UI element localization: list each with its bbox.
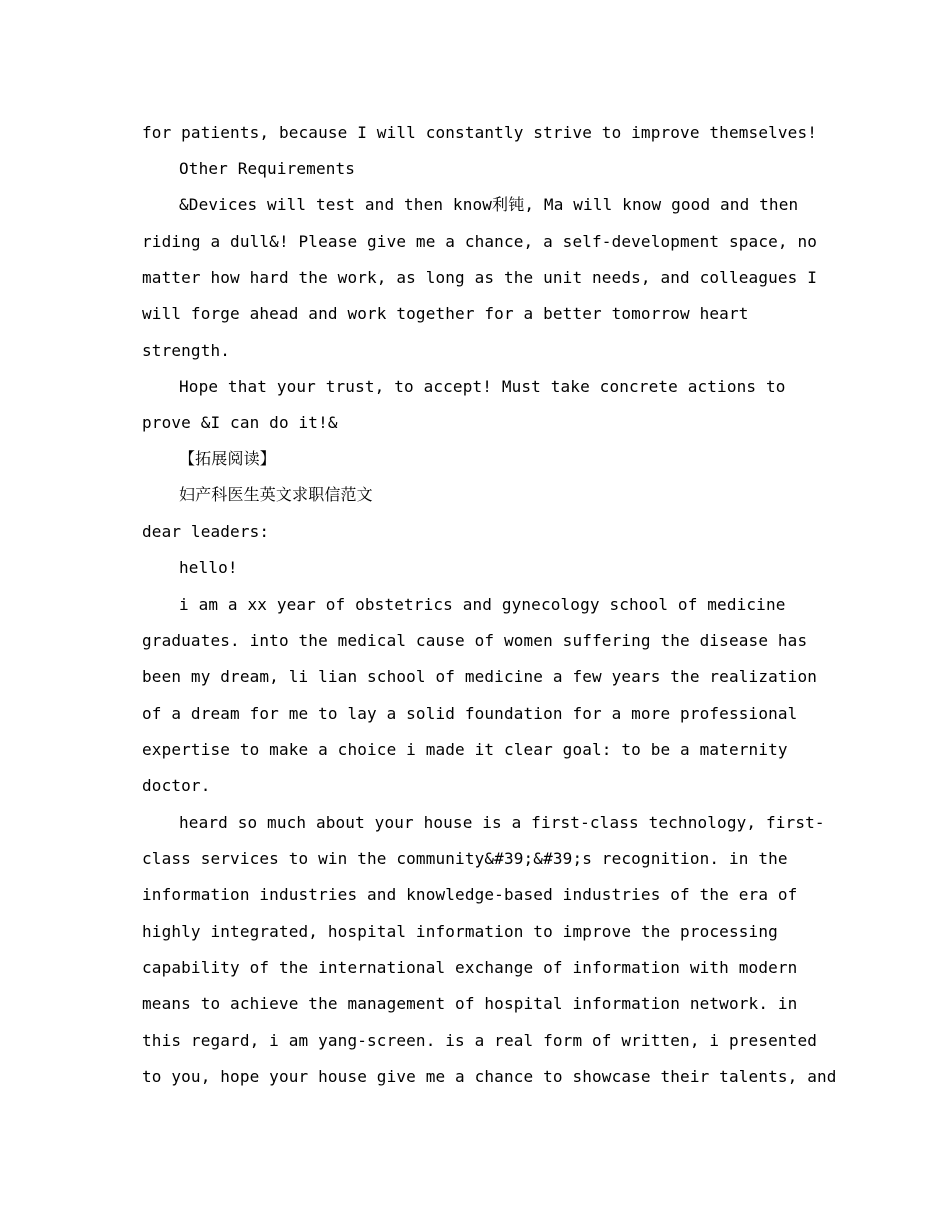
body-text-line: Hope that your trust, to accept! Must take concrete actions to <box>179 377 786 396</box>
body-text-line: &Devices will test and then know利钝, Ma will know good and then <box>179 195 799 214</box>
body-text-line: for patients, because I will constantly strive to improve themselves! <box>142 123 818 142</box>
body-text-line: doctor. <box>142 776 211 795</box>
body-text-line: to you, hope your house give me a chance to showcase their talents, and <box>142 1067 837 1086</box>
body-text-line: matter how hard the work, as long as the unit needs, and colleagues I <box>142 268 818 287</box>
body-text-line: means to achieve the management of hospital information network. in <box>142 994 798 1013</box>
section-heading: Other Requirements <box>179 159 356 178</box>
body-text-line: strength. <box>142 341 231 360</box>
body-text-line: riding a dull&! Please give me a chance, a self-development space, no <box>142 232 818 251</box>
body-text-line: of a dream for me to lay a solid foundation for a more professional <box>142 704 798 723</box>
body-text-line: been my dream, li lian school of medicine a few years the realization <box>142 667 818 686</box>
body-text-line: capability of the international exchange of information with modern <box>142 958 798 977</box>
greeting: hello! <box>179 558 238 577</box>
body-text-line: graduates. into the medical cause of women suffering the disease has <box>142 631 808 650</box>
body-text-line: i am a xx year of obstetrics and gynecology school of medicine <box>179 595 786 614</box>
body-text-line: this regard, i am yang-screen. is a real form of written, i presented <box>142 1031 818 1050</box>
letter-title: 妇产科医生英文求职信范文 <box>179 485 373 504</box>
body-text-line: class services to win the community&#39;&#39;s recognition. in the <box>142 849 788 868</box>
extended-reading-heading: 【拓展阅读】 <box>179 449 276 468</box>
body-text-line: heard so much about your house is a first-class technology, first- <box>179 813 825 832</box>
salutation: dear leaders: <box>142 522 270 541</box>
body-text-line: expertise to make a choice i made it clear goal: to be a maternity <box>142 740 788 759</box>
body-text-line: prove &I can do it!& <box>142 413 338 432</box>
body-text-line: highly integrated, hospital information to improve the processing <box>142 922 778 941</box>
body-text-line: will forge ahead and work together for a better tomorrow heart <box>142 304 749 323</box>
body-text-line: information industries and knowledge-based industries of the era of <box>142 885 798 904</box>
